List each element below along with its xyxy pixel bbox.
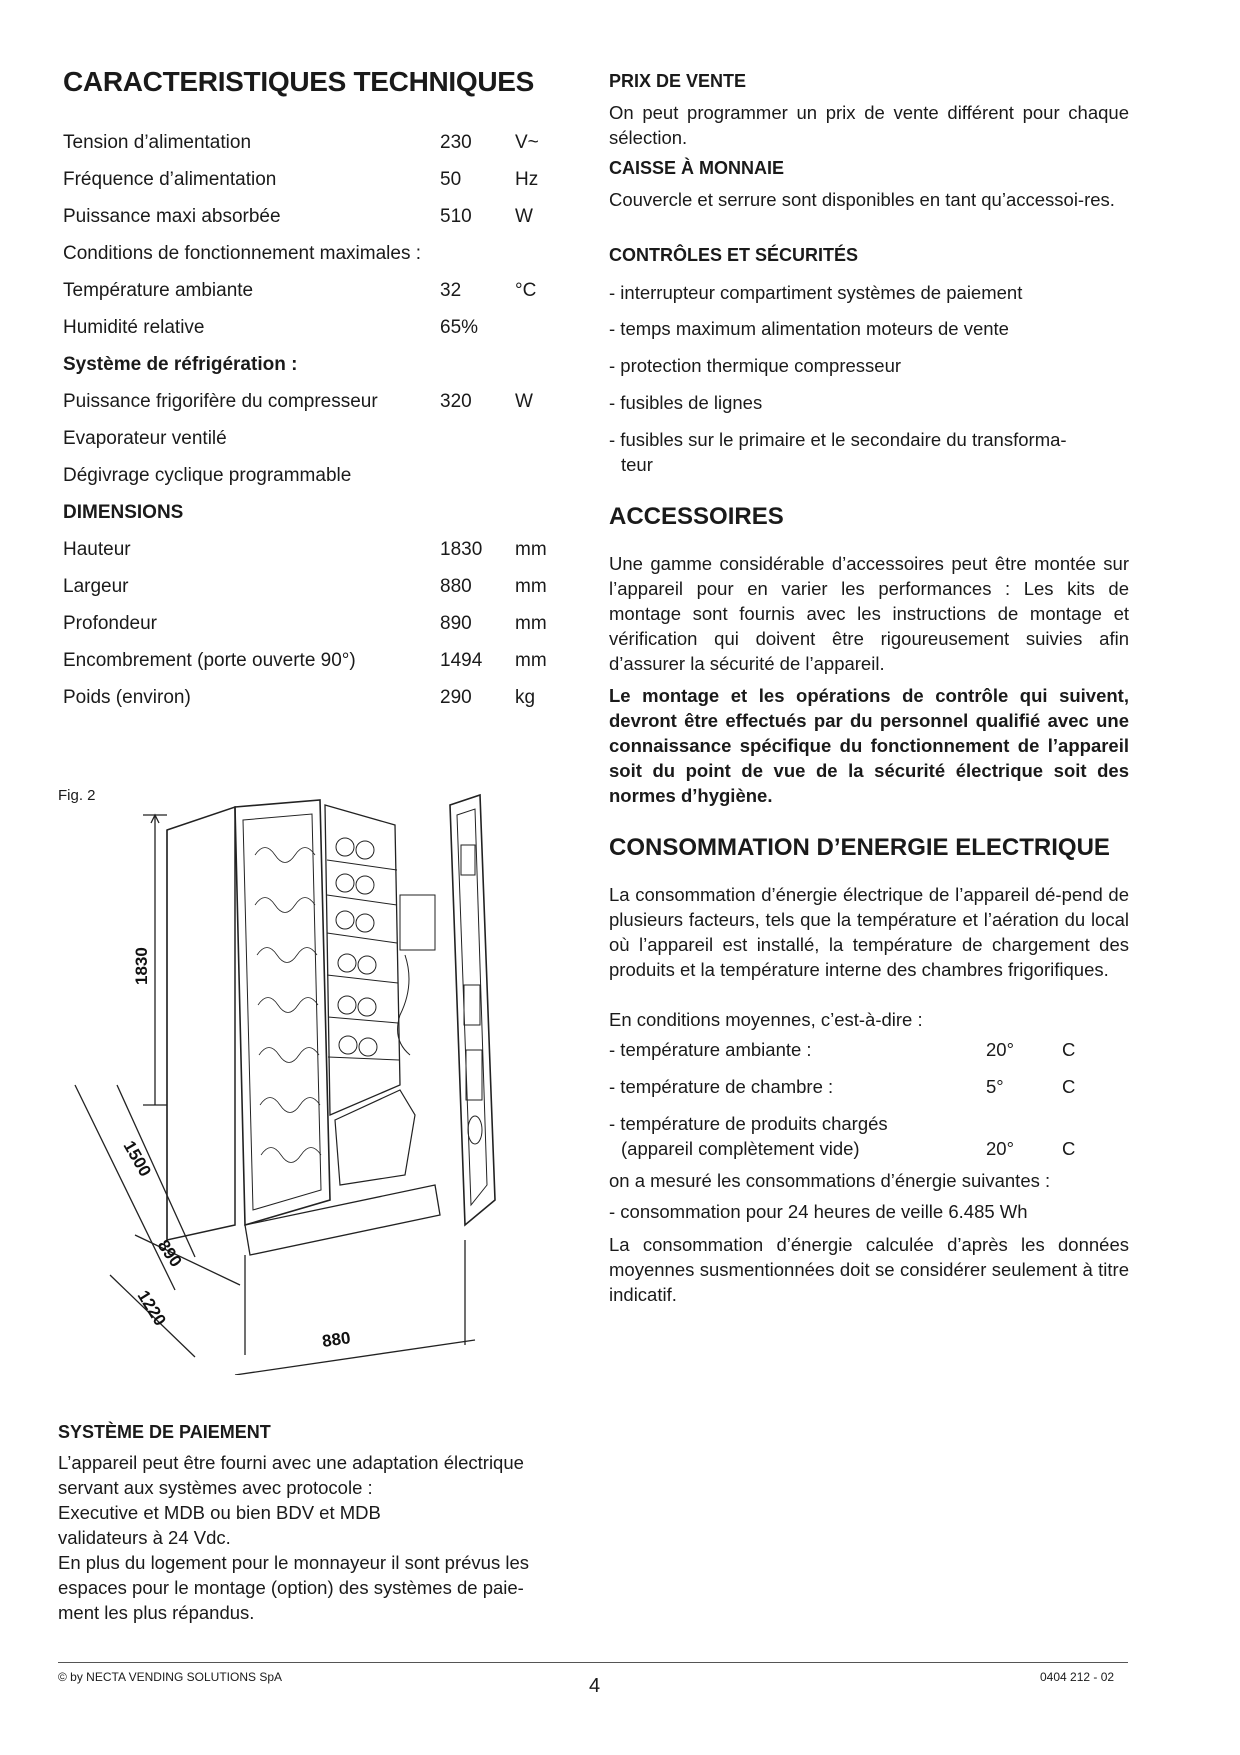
accessoires-warning: Le montage et les opérations de contrôle qui suivent, devront être effectués par du personnel qualifié avec une connaissance spécifique du fonctionnement de l’appareil soit du point de vue de la sécurité électrique soit des normes d’hygiène. — [609, 685, 1129, 806]
conso-row-label: - température de chambre : — [609, 1076, 834, 1097]
conso-row-value: 5° — [986, 1076, 1004, 1097]
spec-row — [63, 613, 583, 650]
page-title: CARACTERISTIQUES TECHNIQUES — [63, 66, 535, 97]
conso-row — [621, 1138, 860, 1160]
spec-label: Puissance maxi absorbée — [63, 206, 281, 227]
spec-label: Température ambiante — [63, 280, 254, 301]
spec-value: 50 — [440, 169, 462, 190]
spec-label: Profondeur — [63, 613, 158, 634]
spec-row — [63, 280, 583, 317]
conso-row-label: (appareil complètement vide) — [621, 1138, 860, 1159]
spec-value: 320 — [440, 391, 472, 412]
spec-label: Humidité relative — [63, 317, 205, 338]
spec-label: Evaporateur ventilé — [63, 428, 227, 449]
conso-row-label: - température ambiante : — [609, 1039, 812, 1060]
spec-label: Poids (environ) — [63, 687, 191, 708]
spec-label: Dégivrage cyclique programmable — [63, 465, 352, 486]
spec-label: Tension d’alimentation — [63, 132, 252, 153]
spec-label: Système de réfrigération : — [63, 354, 298, 375]
dim-880-label: 880 — [320, 1328, 352, 1351]
conso-measured: on a mesuré les consommations d’énergie suivantes : — [609, 1170, 1051, 1191]
conso-row — [609, 1076, 833, 1098]
payment-line: En plus du logement pour le monnayeur il sont prévus les — [58, 1552, 529, 1573]
spec-value: 230 — [440, 132, 472, 153]
spec-section-heading — [63, 502, 583, 539]
spec-unit: W — [515, 206, 533, 227]
accessoires-text: Une gamme considérable d’accessoires peut être montée sur l’appareil pour en varier les performances : Les kits de montage sont fournis avec les instructions de montage et vérification qui doivent être rigoureusement suivies afin d’assurer la sécurité de l’appareil. — [609, 553, 1129, 674]
spec-row — [63, 243, 583, 280]
accessoires-heading: ACCESSOIRES — [609, 503, 784, 530]
payment-text — [58, 1450, 578, 1625]
spec-section-heading — [63, 354, 583, 391]
payment-line: ment les plus répandus. — [58, 1602, 255, 1623]
spec-value: 1830 — [440, 539, 483, 560]
spec-value: 32 — [440, 280, 462, 301]
dim-1500-label: 1500 — [119, 1137, 155, 1180]
spec-value: 1494 — [440, 650, 483, 671]
spec-row — [63, 428, 583, 465]
controles-item: - protection thermique compresseur — [609, 355, 902, 376]
dim-890-label: 890 — [153, 1236, 186, 1271]
spec-unit: mm — [515, 613, 547, 634]
prix-heading: PRIX DE VENTE — [609, 71, 747, 91]
spec-label: Conditions de fonctionnement maximales : — [63, 243, 422, 264]
footer-copyright: © by NECTA VENDING SOLUTIONS SpA — [58, 1670, 283, 1684]
spec-unit: mm — [515, 576, 547, 597]
controles-item: - fusibles sur le primaire et le secondaire du transforma- — [609, 429, 1067, 450]
spec-unit: Hz — [515, 169, 539, 190]
payment-line: Executive et MDB ou bien BDV et MDB — [58, 1502, 381, 1523]
payment-line: espaces pour le montage (option) des systèmes de paie- — [58, 1577, 524, 1598]
spec-label: Largeur — [63, 576, 129, 597]
prix-text: On peut programmer un prix de vente différent pour chaque sélection. — [609, 102, 1129, 148]
spec-value: 65% — [440, 317, 479, 338]
spec-unit: mm — [515, 539, 547, 560]
spec-value: 890 — [440, 613, 472, 634]
conso-row-value: 20° — [986, 1138, 1014, 1159]
spec-label: Fréquence d’alimentation — [63, 169, 277, 190]
conso-row-unit: C — [1062, 1138, 1076, 1159]
spec-row — [63, 465, 583, 502]
spec-label: Encombrement (porte ouverte 90°) — [63, 650, 356, 671]
conso-intro: En conditions moyennes, c’est-à-dire : — [609, 1009, 923, 1030]
conso-row — [609, 1039, 812, 1061]
conso-heading: CONSOMMATION D’ENERGIE ELECTRIQUE — [609, 834, 1110, 861]
spec-row — [63, 206, 583, 243]
spec-value: 290 — [440, 687, 472, 708]
conso-row-label: - température de produits chargés — [609, 1113, 888, 1134]
payment-line: L’appareil peut être fourni avec une adaptation électrique — [58, 1452, 524, 1473]
spec-row — [63, 687, 583, 724]
spec-row — [63, 576, 583, 613]
page-number: 4 — [589, 1675, 601, 1697]
conso-note: La consommation d’énergie calculée d’après les données moyennes susmentionnées doit se considérer seulement à titre indicatif. — [609, 1234, 1129, 1305]
spec-value: 880 — [440, 576, 472, 597]
spec-table — [63, 132, 583, 724]
spec-value: 510 — [440, 206, 472, 227]
spec-unit: W — [515, 391, 533, 412]
conso-row-unit: C — [1062, 1039, 1076, 1060]
vending-machine-figure — [55, 785, 575, 1375]
conso-row-value: 20° — [986, 1039, 1014, 1060]
spec-unit: °C — [515, 280, 537, 301]
conso-24h: - consommation pour 24 heures de veille 6.485 Wh — [609, 1201, 1028, 1222]
dim-height-label: 1830 — [132, 947, 151, 985]
spec-label: Hauteur — [63, 539, 131, 560]
spec-row — [63, 391, 583, 428]
payment-line: validateurs à 24 Vdc. — [58, 1527, 231, 1548]
spec-row — [63, 317, 583, 354]
controles-item: teur — [621, 454, 653, 475]
spec-row — [63, 132, 583, 169]
spec-label: Puissance frigorifère du compresseur — [63, 391, 378, 412]
spec-unit: V~ — [515, 132, 539, 153]
dim-1220-label: 1220 — [133, 1287, 170, 1330]
conso-text: La consommation d’énergie électrique de l’appareil dé-pend de plusieurs facteurs, tels que la température et l’aération du local où l’appareil est installé, la température de chargement des produits et la température interne des chambres frigorifiques. — [609, 884, 1129, 980]
controles-item: - interrupteur compartiment systèmes de paiement — [609, 282, 1023, 303]
payment-heading: SYSTÈME DE PAIEMENT — [58, 1422, 271, 1442]
spec-row — [63, 169, 583, 206]
caisse-heading: CAISSE À MONNAIE — [609, 158, 785, 178]
figure-label: Fig. 2 — [58, 787, 96, 804]
conso-row — [609, 1113, 888, 1135]
spec-row — [63, 539, 583, 576]
conso-row-unit: C — [1062, 1076, 1076, 1097]
spec-unit: kg — [515, 687, 536, 708]
payment-line: servant aux systèmes avec protocole : — [58, 1477, 373, 1498]
footer-divider — [58, 1662, 1128, 1663]
footer-doc-ref: 0404 212 - 02 — [1040, 1670, 1115, 1684]
controles-item: - temps maximum alimentation moteurs de vente — [609, 318, 1009, 339]
caisse-text: Couvercle et serrure sont disponibles en tant qu’accessoi-res. — [609, 189, 1115, 210]
spec-row — [63, 650, 583, 687]
spec-label: DIMENSIONS — [63, 502, 184, 523]
spec-unit: mm — [515, 650, 547, 671]
controles-heading: CONTRÔLES ET SÉCURITÉS — [609, 245, 859, 265]
controles-item: - fusibles de lignes — [609, 392, 763, 413]
